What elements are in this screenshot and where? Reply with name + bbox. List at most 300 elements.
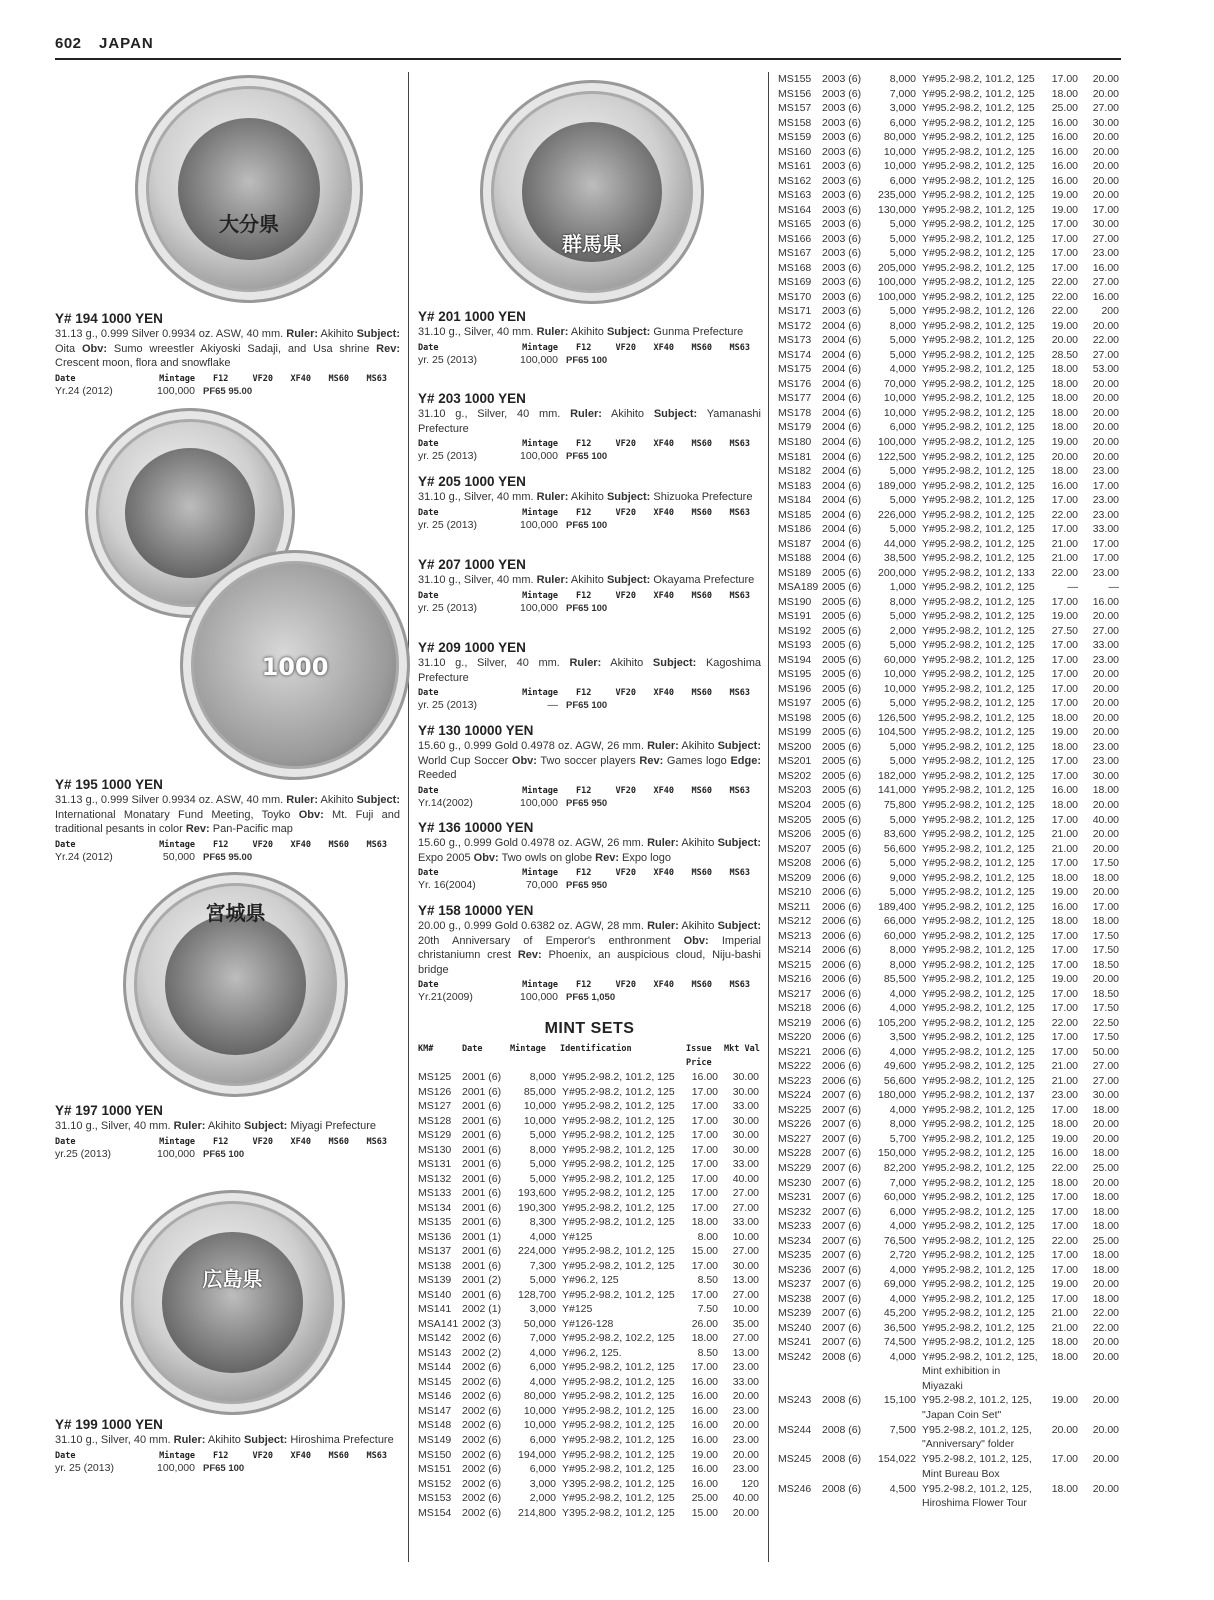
table-row <box>778 725 1122 740</box>
table-row <box>778 188 1122 203</box>
identification-cell: Y#95.2-98.2, 101.2, 125 <box>562 1434 675 1446</box>
km-cell: MS178 <box>778 406 812 419</box>
market-value-cell: 20.00 <box>1092 189 1119 202</box>
identification-cell: Y#95.2-98.2, 101.2, 125 <box>922 973 1035 986</box>
identification-cell: Y#95.2-98.2, 101.2, 125 <box>922 73 1035 85</box>
issue-price-cell: 18.00 <box>1051 1176 1078 1189</box>
mintage-cell: 60,000 <box>883 1191 916 1204</box>
market-value-cell: 33.00 <box>1092 523 1119 536</box>
mintage-cell: 5,000 <box>889 610 916 623</box>
mintage-cell: 7,000 <box>889 87 916 100</box>
mintage-cell: 3,500 <box>889 1031 916 1044</box>
identification-cell: Y#95.2-98.2, 101.2, 125 <box>922 857 1035 870</box>
identification-cell: Y#95.2-98.2, 101.2, 125 <box>922 726 1035 739</box>
market-value-cell: 23.00 <box>732 1361 759 1374</box>
km-cell: MS235 <box>778 1249 812 1262</box>
mintage-cell: 4,000 <box>529 1346 556 1359</box>
km-cell: MS188 <box>778 552 812 565</box>
market-value-cell: 20.00 <box>1092 726 1119 739</box>
issue-price-cell: 17.00 <box>1051 929 1078 942</box>
identification-cell: Y#96.2, 125 <box>562 1274 619 1287</box>
date-cell: 2005 (6) <box>822 581 862 594</box>
price-row: Yr. 16(2004) 70,000 PF65 950 <box>418 879 608 891</box>
market-value-cell: 18.00 <box>1092 1263 1119 1276</box>
market-value-cell: 10.00 <box>732 1303 759 1316</box>
issue-price-cell: 17.00 <box>691 1187 718 1200</box>
date-cell: 2007 (6) <box>822 1205 862 1218</box>
issue-price-cell: 16.00 <box>691 1071 718 1083</box>
date-cell: 2004 (6) <box>822 552 862 565</box>
identification-cell: Y#95.2-98.2, 101.2, 125 <box>562 1201 675 1214</box>
km-cell: MS181 <box>778 450 812 463</box>
issue-price-cell: 15.00 <box>691 1506 718 1519</box>
km-cell: MS179 <box>778 421 812 434</box>
issue-price-cell: 16.00 <box>1051 900 1078 913</box>
km-cell: MS128 <box>418 1114 452 1127</box>
price-header: Date Mintage F12 VF20 XF40 MS60 MS63 <box>418 439 750 449</box>
identification-cell: Y#95.2-98.2, 101.2, 125 <box>922 915 1035 928</box>
market-value-cell: 18.00 <box>1092 1103 1119 1116</box>
market-value-cell: 53.00 <box>1092 363 1119 376</box>
identification-cell: Y#95.2-98.2, 101.2, 125 <box>922 987 1035 1000</box>
issue-price-cell: 17.00 <box>1051 494 1078 507</box>
mintage-cell: 128,700 <box>518 1288 556 1301</box>
date-cell: 2006 (6) <box>822 1045 862 1058</box>
table-row <box>778 174 1122 189</box>
date-cell: 2007 (6) <box>822 1336 862 1349</box>
identification-cell: Y#95.2-98.2, 101.2, 125 <box>922 1321 1035 1334</box>
market-value-cell: 27.00 <box>1092 276 1119 289</box>
issue-price-cell: 17.00 <box>691 1100 718 1113</box>
date-cell: 2006 (6) <box>822 900 862 913</box>
table-row <box>778 1161 1122 1176</box>
mintage-cell: 7,000 <box>889 1176 916 1189</box>
issue-price-cell: 16.00 <box>691 1375 718 1388</box>
km-cell: MS208 <box>778 857 812 870</box>
identification-cell: Y#95.2-98.2, 101.2, 125 <box>922 348 1035 361</box>
market-value-cell: 20.00 <box>1092 1453 1119 1466</box>
identification-cell: Y#95.2-98.2, 101.2, 125 <box>922 1002 1035 1015</box>
date-cell: 2003 (6) <box>822 189 862 202</box>
table-row <box>778 1234 1122 1249</box>
date-cell: 2003 (6) <box>822 116 862 129</box>
date-cell: 2006 (6) <box>822 1060 862 1073</box>
issue-price-cell: 18.00 <box>1051 915 1078 928</box>
mintage-cell: 5,000 <box>889 740 916 753</box>
market-value-cell: 20.00 <box>1092 697 1119 710</box>
table-row <box>418 1288 761 1303</box>
table-row <box>418 1302 761 1317</box>
identification-cell: Y#95.2-98.2, 101.2, 125 <box>562 1071 675 1083</box>
km-cell: MS209 <box>778 871 812 884</box>
km-cell: MS190 <box>778 595 812 608</box>
table-row <box>778 783 1122 798</box>
table-row <box>418 1186 761 1201</box>
market-value-cell: 22.50 <box>1092 1016 1119 1029</box>
issue-price-cell: 17.00 <box>1051 1263 1078 1276</box>
identification-cell: Y#95.2-98.2, 101.2, 125 <box>922 740 1035 753</box>
mintage-cell: 189,400 <box>878 900 916 913</box>
km-cell: MS166 <box>778 232 812 245</box>
market-value-cell: 27.00 <box>1092 102 1119 115</box>
issue-price-cell: 16.00 <box>1051 131 1078 144</box>
issue-price-cell: 26.00 <box>691 1317 718 1330</box>
issue-price-cell: 17.00 <box>1051 1205 1078 1218</box>
date-cell: 2007 (6) <box>822 1118 862 1131</box>
km-cell: MS137 <box>418 1245 452 1258</box>
coin-inscription: 宮城県 <box>205 901 266 925</box>
date-cell: 2007 (6) <box>822 1191 862 1204</box>
issue-price-cell: 17.00 <box>1051 1191 1078 1204</box>
issue-price-cell: 17.00 <box>691 1143 718 1156</box>
issue-price-cell: 19.00 <box>1051 189 1078 202</box>
km-cell: MS194 <box>778 653 812 666</box>
market-value-cell: 27.00 <box>732 1201 759 1214</box>
market-value-cell: 22.00 <box>1092 1307 1119 1320</box>
identification-cell: Y#95.2-98.2, 101.2, 125 <box>922 334 1035 347</box>
issue-price-cell: 19.00 <box>1051 886 1078 899</box>
market-value-cell: 30.00 <box>732 1259 759 1272</box>
km-cell: MSA141 <box>418 1317 459 1330</box>
table-row <box>418 1143 761 1158</box>
market-value-cell: 30.00 <box>1092 116 1119 129</box>
mintage-cell: 66,000 <box>883 915 916 928</box>
km-cell: MS245 <box>778 1453 812 1466</box>
identification-cell: Y#95.2-98.2, 101.2, 125 <box>922 784 1035 797</box>
mintage-cell: 6,000 <box>529 1434 556 1446</box>
market-value-cell: 20.00 <box>1092 1176 1119 1189</box>
identification-cell: Y#95.2-98.2, 101.2, 125 <box>562 1172 675 1185</box>
coin-description: 31.10 g., Silver, 40 mm. Ruler: Akihito Subject: Miyagi Prefecture <box>55 1120 376 1132</box>
market-value-cell: 27.00 <box>732 1187 759 1200</box>
issue-price-cell: 8.00 <box>697 1230 718 1243</box>
issue-price-cell: 18.00 <box>1051 87 1078 100</box>
mintage-cell: 130,000 <box>878 203 916 216</box>
table-row <box>778 653 1122 668</box>
identification-cell: Y#95.2-98.2, 101.2, 125 <box>562 1259 675 1272</box>
date-cell: 2004 (6) <box>822 363 862 376</box>
table-row <box>778 435 1122 450</box>
date-cell: 2004 (6) <box>822 436 862 448</box>
table-row <box>778 1292 1122 1307</box>
date-cell: 2001 (6) <box>462 1288 502 1301</box>
km-cell: MS234 <box>778 1234 812 1247</box>
table-row <box>778 754 1122 769</box>
market-value-cell: 23.00 <box>732 1404 759 1417</box>
mintage-cell: 214,800 <box>518 1506 556 1519</box>
identification-cell: Y#95.2-98.2, 101.2, 125 <box>922 1292 1035 1305</box>
date-cell: 2004 (6) <box>822 450 862 463</box>
issue-price-cell: 22.00 <box>1051 1162 1078 1174</box>
issue-price-cell: 17.00 <box>691 1201 718 1214</box>
market-value-cell: 22.00 <box>1092 334 1119 347</box>
mintage-cell: 9,000 <box>889 871 916 884</box>
coin-title: Y# 203 1000 YEN <box>418 391 526 406</box>
market-value-cell: 20.00 <box>1092 1482 1119 1495</box>
identification-cell: Y#95.2-98.2, 101.2, 125 <box>922 828 1035 841</box>
table-row <box>778 1103 1122 1118</box>
date-cell: 2004 (6) <box>822 377 862 390</box>
date-cell: 2002 (6) <box>462 1390 502 1403</box>
issue-price-cell: 17.00 <box>1051 697 1078 710</box>
table-row <box>778 1176 1122 1191</box>
table-row <box>418 1114 761 1129</box>
km-cell: MS171 <box>778 305 812 318</box>
table-row <box>778 304 1122 319</box>
coin-title: Y# 130 10000 YEN <box>418 723 534 738</box>
coin-entry <box>418 557 761 615</box>
coin-description: 31.10 g., Silver, 40 mm. Ruler: Akihito Subject: Okayama Prefecture <box>418 574 755 586</box>
mintage-cell: 60,000 <box>883 929 916 942</box>
table-row <box>778 1306 1122 1321</box>
issue-price-cell: 19.00 <box>1051 203 1078 216</box>
market-value-cell: 18.00 <box>1092 784 1119 797</box>
mintage-cell: 226,000 <box>878 508 916 521</box>
date-cell: 2005 (6) <box>822 566 862 579</box>
date-cell: 2007 (6) <box>822 1176 862 1189</box>
mintage-cell: 10,000 <box>523 1419 556 1432</box>
table-row <box>778 609 1122 624</box>
date-cell: 2005 (6) <box>822 799 862 811</box>
km-cell: MS144 <box>418 1361 452 1374</box>
date-cell: 2006 (6) <box>822 857 862 870</box>
market-value-cell: 16.00 <box>1092 261 1119 274</box>
issue-price-cell: 18.00 <box>1051 392 1078 405</box>
issue-price-cell: 21.00 <box>1051 828 1078 841</box>
date-cell: 2002 (6) <box>462 1404 502 1417</box>
table-row <box>778 232 1122 247</box>
issue-price-cell: 17.00 <box>1051 639 1078 652</box>
coin-description: 31.10 g., Silver, 40 mm. Ruler: Akihito Subject: Yamanashi Prefecture <box>418 408 761 435</box>
km-cell: MS130 <box>418 1143 452 1156</box>
market-value-cell: 18.00 <box>1092 1292 1119 1305</box>
table-row <box>418 1172 761 1187</box>
issue-price-cell: 18.00 <box>1051 421 1078 434</box>
km-cell: MS231 <box>778 1191 812 1204</box>
mintage-cell: 5,000 <box>889 218 916 231</box>
coin-entry <box>55 777 400 864</box>
km-cell: MS239 <box>778 1307 812 1320</box>
km-cell: MS145 <box>418 1375 452 1388</box>
table-row <box>778 667 1122 682</box>
issue-price-cell: 17.00 <box>691 1158 718 1171</box>
identification-cell: Y#95.2-98.2, 101.2, 125 <box>922 711 1035 724</box>
table-row <box>778 130 1122 145</box>
coin-entry <box>418 474 761 532</box>
table-row <box>778 217 1122 232</box>
km-cell: MS146 <box>418 1390 452 1403</box>
date-cell: 2004 (6) <box>822 523 862 536</box>
issue-price-cell: 18.00 <box>1051 871 1078 884</box>
issue-price-cell: 17.00 <box>1051 653 1078 666</box>
km-cell: MS213 <box>778 929 812 942</box>
price-header: Date Mintage F12 VF20 XF40 MS60 MS63 <box>418 785 750 796</box>
date-cell: 2003 (6) <box>822 276 862 289</box>
km-cell: MS217 <box>778 987 812 1000</box>
identification-cell: Y#95.2-98.2, 101.2, 125 <box>922 1074 1035 1087</box>
mintage-cell: 190,300 <box>518 1201 556 1214</box>
market-value-cell: 18.00 <box>1092 1220 1119 1233</box>
mintage-cell: 5,000 <box>889 755 916 768</box>
issue-price-cell: 18.00 <box>691 1216 718 1229</box>
issue-price-cell: 17.00 <box>1051 261 1078 274</box>
mintage-cell: 38,500 <box>883 552 916 565</box>
km-cell: MS183 <box>778 479 812 492</box>
issue-price-cell: 18.00 <box>1051 363 1078 376</box>
issue-price-cell: 27.50 <box>1051 624 1078 637</box>
market-value-cell: 20.00 <box>1092 1350 1119 1363</box>
mintage-cell: 5,000 <box>529 1274 556 1287</box>
km-cell: MS238 <box>778 1292 812 1305</box>
coin-description: 31.10 g., Silver, 40 mm. Ruler: Akihito Subject: Shizuoka Prefecture <box>418 491 753 503</box>
issue-price-cell: 16.00 <box>691 1477 718 1490</box>
km-cell: MS165 <box>778 218 812 231</box>
table-row <box>778 87 1122 102</box>
identification-cell: Y#95.2-98.2, 102.2, 125 <box>562 1332 675 1345</box>
identification-cell: Y#95.2-98.2, 101.2, 125 <box>922 1336 1035 1349</box>
table-row <box>778 798 1122 813</box>
date-cell: 2005 (6) <box>822 697 862 710</box>
issue-price-cell: 17.00 <box>1051 1002 1078 1015</box>
mintage-cell: 2,000 <box>529 1492 556 1505</box>
identification-cell: Y#95.2-98.2, 101.2, 125 <box>922 871 1035 884</box>
page-header <box>55 30 1121 60</box>
coin-description: 31.13 g., 0.999 Silver 0.9934 oz. ASW, 40 mm. Ruler: Akihito Subject: Oita Obv: Sumo wreestler Akiyoski Sadaji, and Usa shrine Rev: Crescent moon, flora and snowflake <box>55 328 400 369</box>
price-header: Date Mintage F12 VF20 XF40 MS60 MS63 <box>418 868 750 878</box>
country-title: JAPAN <box>99 35 154 52</box>
table-row <box>778 420 1122 435</box>
km-cell: MS225 <box>778 1103 812 1116</box>
mintage-cell: 6,000 <box>889 116 916 129</box>
identification-cell: Y#95.2-98.2, 101.2, 125 <box>922 116 1035 129</box>
identification-cell: Y#95.2-98.2, 101.2, 125 <box>922 1031 1035 1044</box>
identification-cell: Y#95.2-98.2, 101.2, 125 <box>922 160 1035 173</box>
table-row <box>778 450 1122 465</box>
issue-price-cell: 7.50 <box>697 1303 718 1316</box>
date-cell: 2006 (6) <box>822 929 862 942</box>
date-cell: 2006 (6) <box>822 944 862 957</box>
issue-price-cell: — <box>1067 581 1078 594</box>
issue-price-cell: 20.00 <box>1051 450 1078 463</box>
market-value-cell: 20.00 <box>1092 1423 1119 1436</box>
issue-price-cell: 20.00 <box>1051 1423 1078 1436</box>
table-row <box>778 319 1122 334</box>
identification-cell: Y#95.2-98.2, 101.2, 125 <box>562 1361 675 1374</box>
identification-cell: Y#95.2-98.2, 101.2, 125 <box>922 1307 1035 1320</box>
identification-cell: Y#95.2-98.2, 101.2, 125 <box>922 145 1035 158</box>
table-row <box>778 972 1122 987</box>
issue-price-cell: 22.00 <box>1051 566 1078 579</box>
mintage-cell: 205,000 <box>878 261 916 274</box>
km-cell: MS242 <box>778 1350 812 1363</box>
table-row <box>778 914 1122 929</box>
market-value-cell: 17.00 <box>1092 479 1119 492</box>
mintage-cell: 4,000 <box>529 1230 556 1243</box>
coin-entry <box>418 820 761 892</box>
mintage-cell: 4,000 <box>889 363 916 376</box>
market-value-cell: 17.50 <box>1092 929 1119 942</box>
table-row <box>778 261 1122 276</box>
identification-cell: Y#95.2-98.2, 101.2, 125 <box>922 406 1035 419</box>
table-row <box>778 1350 1122 1393</box>
coin-description: 31.10 g., Silver, 40 mm. Ruler: Akihito Subject: Kagoshima Prefecture <box>418 657 761 684</box>
mintage-cell: 7,500 <box>889 1423 916 1436</box>
mintage-cell: 4,500 <box>889 1482 916 1495</box>
market-value-cell: 23.00 <box>1092 247 1119 260</box>
table-row <box>778 1132 1122 1147</box>
table-row <box>778 1219 1122 1234</box>
identification-cell: Y#95.2-98.2, 101.2, 125 <box>922 377 1035 390</box>
mintage-cell: 7,300 <box>529 1259 556 1272</box>
market-value-cell: 20.00 <box>1092 421 1119 434</box>
table-row <box>418 1244 761 1259</box>
market-value-cell: 17.50 <box>1092 857 1119 870</box>
identification-cell: Y#95.2-98.2, 101.2, 125 <box>922 813 1035 826</box>
km-cell: MS210 <box>778 886 812 899</box>
table-row <box>778 551 1122 566</box>
km-cell: MS143 <box>418 1346 452 1359</box>
mintage-cell: 5,700 <box>889 1132 916 1145</box>
mintage-cell: 6,000 <box>529 1463 556 1476</box>
mintage-cell: 80,000 <box>523 1390 556 1403</box>
table-row <box>778 537 1122 552</box>
market-value-cell: 30.00 <box>732 1114 759 1127</box>
table-row <box>778 987 1122 1002</box>
coin-entry <box>418 903 761 1004</box>
km-cell: MS129 <box>418 1129 452 1142</box>
mintage-cell: 15,100 <box>883 1394 916 1407</box>
identification-cell: Y#95.2-98.2, 101.2, 125 <box>922 1103 1035 1116</box>
mintage-cell: 4,000 <box>889 1350 916 1363</box>
identification-cell: Y#95.2-98.2, 101.2, 125 <box>562 1100 675 1113</box>
km-cell: MS222 <box>778 1060 812 1073</box>
km-cell: MS133 <box>418 1187 452 1200</box>
market-value-cell: 20.00 <box>1092 450 1119 463</box>
mintage-cell: 6,000 <box>889 174 916 187</box>
table-row <box>778 1205 1122 1220</box>
issue-price-cell: 17.00 <box>691 1172 718 1185</box>
issue-price-cell: 18.00 <box>1051 711 1078 724</box>
km-cell: MS221 <box>778 1045 812 1058</box>
mintage-cell: 180,000 <box>878 1089 916 1102</box>
market-value-cell: 13.00 <box>732 1346 759 1359</box>
identification-cell: Y#95.2-98.2, 101.2, 125 <box>562 1129 675 1142</box>
identification-cell: Y#95.2-98.2, 101.2, 125 <box>922 639 1035 652</box>
identification-cell: Y#95.2-98.2, 101.2, 125 <box>922 421 1035 434</box>
issue-price-cell: 18.00 <box>1051 1118 1078 1131</box>
issue-price-cell: 18.00 <box>1051 1336 1078 1349</box>
date-cell: 2003 (6) <box>822 145 862 158</box>
table-row <box>778 145 1122 160</box>
km-cell: MS184 <box>778 494 812 507</box>
table-row <box>778 1263 1122 1278</box>
date-cell: 2003 (6) <box>822 131 862 144</box>
issue-price-cell: 18.00 <box>1051 1482 1078 1495</box>
date-cell: 2007 (6) <box>822 1249 862 1262</box>
coin-description: 15.60 g., 0.999 Gold 0.4978 oz. AGW, 26 mm. Ruler: Akihito Subject: Expo 2005 Obv: Two owls on globe Rev: Expo logo <box>418 837 761 864</box>
identification-cell: Y#95.2-98.2, 101.2, 125 <box>922 508 1035 521</box>
km-cell: MS139 <box>418 1274 452 1287</box>
page-number: 602 <box>55 35 82 52</box>
km-cell: MS240 <box>778 1321 812 1334</box>
market-value-cell: 33.00 <box>732 1375 759 1388</box>
mintage-cell: 154,022 <box>878 1453 916 1466</box>
mintage-cell: 5,000 <box>889 639 916 652</box>
km-cell: MS241 <box>778 1336 812 1349</box>
issue-price-cell: 17.00 <box>691 1361 718 1374</box>
km-cell: MS244 <box>778 1423 812 1436</box>
km-cell: MS192 <box>778 624 812 637</box>
